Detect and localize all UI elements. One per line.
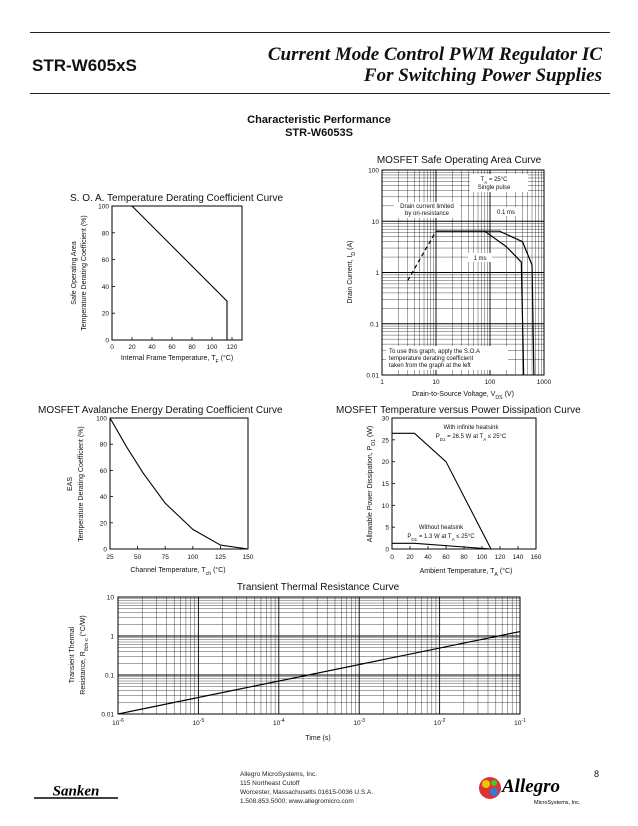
power-series-line xyxy=(392,433,491,549)
x-tick-label: 0 xyxy=(110,344,114,351)
soa-note-2: temperature derating coefficient xyxy=(389,356,474,362)
x-tick-label: 25 xyxy=(106,554,114,561)
soa-limit-1: Drain current limited xyxy=(400,204,454,210)
y-tick-label: 30 xyxy=(381,415,389,423)
thermal-ylabel-1: Transient Thermal xyxy=(69,626,76,684)
y-tick-label: 0.01 xyxy=(366,372,379,380)
y-tick-label: 100 xyxy=(368,167,379,175)
avalanche-title: MOSFET Avalanche Energy Derating Coefficient Curve xyxy=(38,405,283,416)
y-tick-label: 0 xyxy=(105,337,109,345)
power-chart xyxy=(336,405,581,578)
address-line-3: Worcester, Massachusetts 01615-0036 U.S.A. xyxy=(240,789,374,796)
footer-address xyxy=(240,770,373,806)
y-tick-label: 1 xyxy=(110,633,114,641)
section-subtitle: STR-W6053S xyxy=(285,127,353,139)
soa-pulse-1ms: 1 ms xyxy=(473,256,487,262)
part-number: STR-W605xS xyxy=(32,56,137,75)
soa-condition-1: $T_A = 25^\circ C$ xyxy=(480,177,508,185)
y-tick-label: 20 xyxy=(101,310,109,318)
sanken-logo xyxy=(34,782,118,800)
x-tick-label: 100 xyxy=(206,344,218,351)
y-tick-label: 0.1 xyxy=(104,672,114,680)
y-tick-label: 10 xyxy=(371,218,379,226)
x-tick-label: 80 xyxy=(460,554,468,561)
x-tick-label: 60 xyxy=(168,344,176,351)
soa-xlabel: Drain-to-Source Voltage, $V_{DS}$ (V) xyxy=(412,391,514,401)
avalanche-ylabel-1: EAS xyxy=(67,476,74,492)
x-tick-label: 40 xyxy=(148,344,156,351)
thermal-xlabel: Time (s) xyxy=(305,735,331,742)
x-tick-label: $10^{-1}$ xyxy=(514,718,526,727)
y-tick-label: 100 xyxy=(96,415,107,423)
x-tick-label: 10 xyxy=(432,379,440,386)
title-line-2: For Switching Power Supplies xyxy=(363,65,602,86)
x-tick-label: $10^{-3}$ xyxy=(353,718,366,727)
section-title: Characteristic Performance xyxy=(247,114,391,126)
y-tick-label: 15 xyxy=(381,481,389,488)
x-tick-label: 20 xyxy=(128,344,136,351)
soa-title: MOSFET Safe Operating Area Curve xyxy=(376,155,542,166)
title-line-1: Current Mode Control PWM Regulator IC xyxy=(267,44,602,65)
power-series-line xyxy=(392,543,491,549)
allegro-logo xyxy=(476,770,588,808)
soa-condition-2: Single pulse xyxy=(477,185,511,191)
x-tick-label: $10^{-4}$ xyxy=(272,718,285,727)
soa-derating-chart xyxy=(70,193,284,365)
power-ylabel: Allowable Power Dissipation, $P_{D1}$ (W) xyxy=(367,425,377,543)
eas-series-line xyxy=(110,418,248,549)
soa-ylabel: Drain Current, $I_D$ (A) xyxy=(347,240,357,304)
thermal-chart xyxy=(69,582,526,742)
x-tick-label: $10^{-6}$ xyxy=(112,718,124,727)
y-tick-label: 25 xyxy=(381,437,389,445)
x-tick-label: 75 xyxy=(161,554,169,561)
x-tick-label: 140 xyxy=(512,554,524,561)
x-tick-label: 60 xyxy=(442,554,450,561)
soa-derating-title: S. O. A. Temperature Derating Coefficient Curve xyxy=(70,193,284,204)
avalanche-ylabel-2: Temperature Derating Coefficient (%) xyxy=(78,426,85,542)
soa-derating-ylabel-1: Safe Operating Area xyxy=(71,241,78,305)
power-heatsink-label: With infinite heatsink xyxy=(443,425,499,431)
avalanche-plot-frame xyxy=(110,418,248,549)
x-tick-label: $10^{-2}$ xyxy=(433,718,446,727)
y-tick-label: 10 xyxy=(381,502,389,510)
address-line-1: Allegro MicroSystems, Inc. xyxy=(240,771,317,778)
power-xlabel: Ambient Temperature, $T_A$ (°C) xyxy=(419,568,513,578)
y-tick-label: 10 xyxy=(106,594,114,602)
y-tick-label: 60 xyxy=(101,257,109,265)
y-tick-label: 80 xyxy=(101,230,109,238)
x-tick-label: 120 xyxy=(226,344,238,351)
x-tick-label: 0 xyxy=(390,554,394,561)
y-tick-label: 20 xyxy=(381,459,389,467)
x-tick-label: 20 xyxy=(406,554,414,561)
y-tick-label: 20 xyxy=(99,520,107,528)
thermal-ylabel-2: Resistance, $R_{\theta ch-c}$ (°C/W) xyxy=(80,615,90,695)
x-tick-label: 1000 xyxy=(536,379,552,386)
soa-derating-plot-frame xyxy=(112,206,242,340)
y-tick-label: 100 xyxy=(98,203,109,211)
soa-derating-xlabel: Internal Frame Temperature, $T_F$ (°C) xyxy=(120,355,234,365)
x-tick-label: 50 xyxy=(133,554,142,561)
x-tick-label: 40 xyxy=(424,554,432,561)
soa-note-1: To use this graph, apply the S.O.A xyxy=(389,349,481,355)
x-tick-label: 160 xyxy=(530,554,542,561)
y-tick-label: 1 xyxy=(375,270,379,277)
x-tick-label: 125 xyxy=(214,554,226,561)
x-tick-label: 150 xyxy=(242,554,254,561)
x-tick-label: 1 xyxy=(380,379,384,386)
y-tick-label: 60 xyxy=(99,467,107,475)
thermal-series-line xyxy=(118,632,520,714)
sanken-logo-text: Sanken xyxy=(52,783,100,800)
power-noheatsink-value: $P_{D1} = 1.3$ W at $T_A \le 25^\circ C$ xyxy=(407,534,475,542)
soa-derating-ylabel-2: Temperature Derating Coefficient (%) xyxy=(81,215,88,331)
derating-series-line xyxy=(132,206,227,340)
y-tick-label: 0 xyxy=(103,546,107,554)
y-tick-label: 0.1 xyxy=(369,321,379,329)
x-tick-label: 100 xyxy=(187,554,199,561)
power-title: MOSFET Temperature versus Power Dissipation Curve xyxy=(336,405,581,416)
allegro-logo-text: Allegro xyxy=(502,776,561,797)
y-tick-label: 0 xyxy=(385,546,389,554)
address-line-4: 1.508.853.5000; www.allegromicro.com xyxy=(240,798,354,805)
x-tick-label: 100 xyxy=(484,379,496,386)
y-tick-label: 40 xyxy=(99,494,107,502)
x-tick-label: 100 xyxy=(476,554,488,561)
power-heatsink-value: $P_{D1} = 26.5$ W at $T_A \le 25^\circ C$ xyxy=(435,434,507,442)
avalanche-chart xyxy=(38,405,283,577)
avalanche-xlabel: Channel Temperature, $T_{ch}$ (°C) xyxy=(130,567,226,577)
y-tick-label: 40 xyxy=(101,283,109,291)
page-number: 8 xyxy=(594,769,600,779)
soa-limit-2: by on-resistance xyxy=(404,211,450,217)
power-noheatsink-label: Without heatsink xyxy=(418,525,464,531)
y-tick-label: 0.01 xyxy=(101,711,114,719)
address-line-2: 115 Northeast Cutoff xyxy=(240,780,300,787)
x-tick-label: 120 xyxy=(494,554,506,561)
thermal-title: Transient Thermal Resistance Curve xyxy=(236,582,400,593)
y-tick-label: 5 xyxy=(385,524,389,532)
soa-chart xyxy=(347,155,552,401)
allegro-logo-subtext: MicroSystems, Inc. xyxy=(534,800,581,806)
soa-note-3: taken from the graph at the left xyxy=(389,363,471,369)
y-tick-label: 80 xyxy=(99,441,107,449)
thermal-plot-frame xyxy=(118,597,520,714)
soa-series-line xyxy=(408,231,436,280)
soa-pulse-01ms: 0.1 ms xyxy=(496,210,516,216)
x-tick-label: $10^{-5}$ xyxy=(192,718,205,727)
x-tick-label: 80 xyxy=(188,344,196,351)
